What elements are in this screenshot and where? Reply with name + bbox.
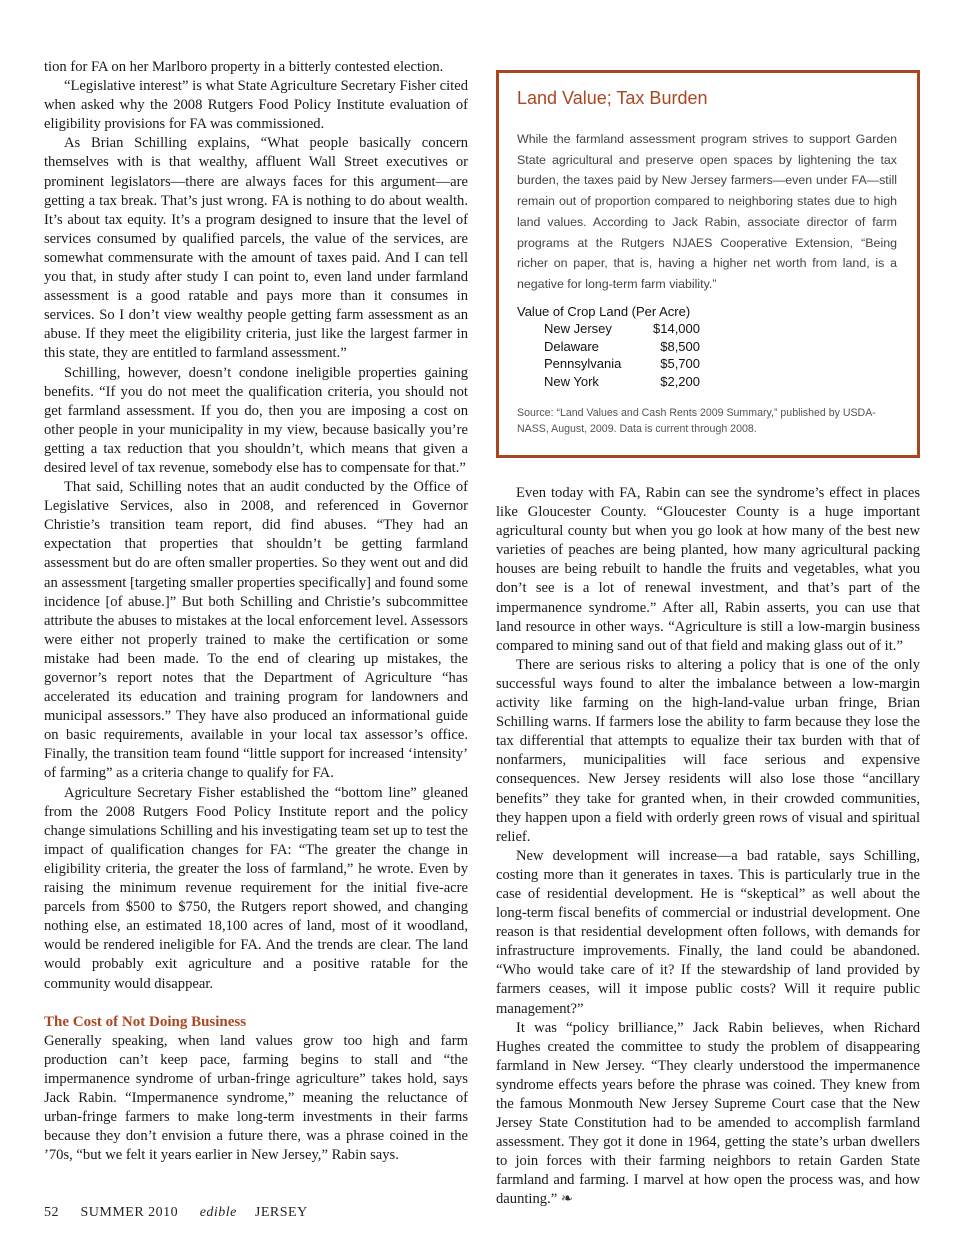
article-paragraph: There are serious risks to altering a policy that is one of the only successful ways found to alter the imbalance between a low-margin activity like farming on the high-land-value urban fringe, Brian Schilling warns. If farmers lose the ability to farm because they lose the tax differential that attempts to equalize their tax burden with that of nonfarmers, municipalities will face serious and expensive consequences. New Jersey residents will also lose those “ancillary benefits” they take for granted when, in their crowded communities, they happen upon a field with orderly green rows of visual and spiritual relief.	[496, 656, 920, 845]
crop-land-table-title: Value of Crop Land (Per Acre)	[517, 303, 691, 319]
publication-prefix: edible	[199, 1205, 237, 1220]
article-paragraph: Even today with FA, Rabin can see the syndrome’s effect in places like Gloucester County. “Gloucester County is a huge important agricultural county but when you go look at how many of the best new varieties of peaches are being planted, how many agricultural packing houses are being rebuilt to handle the fruits and vegetables, what you don’t see is a lot of renewal investment, and that’s part of the impermanence syndrome.” After all, Rabin asserts, you can use that land resource in other ways. “Agriculture is still a low-margin business compared to mining sand out of that field and making glass out of it.”	[496, 485, 920, 654]
state-name: New Jersey	[544, 321, 612, 337]
end-mark-icon: ❧	[560, 1191, 574, 1208]
table-row	[544, 338, 700, 356]
left-column	[44, 58, 468, 1165]
article-paragraph: As Brian Schilling explains, “What people basically concern themselves with is that wealthy, affluent Wall Street executives or prominent legislators—there are always faces for this argument—are getting a tax break. That’s just wrong. FA is nothing to do about wealth. It’s about tax equity. It’s a program designed to insure that the level of services consumed by qualified parcels, the value of the services, are somewhat commensurate with the amount of taxes paid. And I can tell you that, in study after study I can point to, even land under farmland assessment is a good ratable and pays more than it consumes in services. So I don’t view wealthy people getting farm assessment as an abuse. If they meet the eligibility criteria, just like the largest farmer in this state, they are entitled to farmland assessment.”	[44, 135, 468, 362]
final-paragraph-text: It was “policy brilliance,” Jack Rabin believes, when Richard Hughes created the committee to study the problem of disappearing farmland in New Jersey. “They clearly understood the impermanence syndrome effects years before the phrase was coined. They knew from the famous Monmouth New Jersey Supreme Court case that the New Jersey State Constitution had to be amended to accomplish farmland assessment. They got it done in 1964, getting the state’s urban dwellers to join forces with their farming neighbors to retain Garden State farmland and farming. I marvel at how open the process was, and how daunting.”	[496, 1019, 920, 1208]
page-footer	[44, 1205, 326, 1221]
land-value: $14,000	[653, 321, 700, 337]
article-paragraph: New development will increase—a bad ratable, says Schilling, costing more than it generates in taxes. This is particularly true in the case of residential development. He is “skeptical” as well about the long-term fiscal benefits of commercial or industrial development. One reason is that residential development often follows, with demands for infrastructure improvements. Finally, the land could be abandoned. “Who would take care of it? If the stewardship of land provided by farmers ceases, will it impose public costs? Will it require public management?”	[496, 847, 920, 1017]
article-paragraph: Schilling, however, doesn’t condone ineligible properties gaining benefits. “If you do not meet the qualification criteria, you should not get farmland assessment. If you do, then you are imposing a cost on other people in your municipality in my view, because basically you’re getting a tax reduction that you shouldn’t, which means that given a desired level of tax revenue, somebody else has to compensate for that.”	[44, 364, 468, 476]
publication-suffix: JERSEY	[254, 1205, 308, 1220]
table-row	[544, 373, 700, 391]
state-name: New York	[544, 373, 599, 389]
section-heading: The Cost of Not Doing Business	[44, 1013, 247, 1030]
land-value: $5,700	[660, 356, 700, 372]
article-paragraph: Agriculture Secretary Fisher established the “bottom line” gleaned from the 2008 Rutgers Food Policy Institute report and the policy change simulations Schilling and his investigating team set up to test the impact of qualification changes for FA: “The greater the change in eligibility criteria, the greater the loss of farmland,” he wrote. Even by raising the minimum revenue requirement for the initial five-acre parcels from $500 to $750, the Rutgers report showed, and changing nothing else, an estimated 18,100 acres of land, most of it woodland, would be rendered ineligible for FA. And the trends are clear. The land would probably exit agriculture and a positive ratable for the community would disappear.	[44, 784, 468, 992]
sidebar-source: Source: “Land Values and Cash Rents 2009 Summary,” published by USDA-NASS, August, 2009. Data is current through 2008.	[517, 407, 876, 435]
table-row	[544, 320, 700, 338]
right-column	[496, 484, 920, 1210]
sidebar-box	[496, 70, 920, 458]
crop-land-table	[544, 320, 700, 390]
sidebar-title: Land Value; Tax Burden	[517, 88, 708, 108]
state-name: Pennsylvania	[544, 356, 622, 372]
sidebar-intro: While the farmland assessment program strives to support Garden State agricultural and preserve open spaces by lightening the tax burden, the taxes paid by New Jersey farmers—even under FA—still remain out of proportion compared to neighboring states due to high land values. According to Jack Rabin, associate director of farm programs at the Rutgers NJAES Cooperative Extension, “Being richer on paper, that is, having a higher net worth from land, is a negative for long-term farm viability.”	[517, 132, 897, 291]
table-row	[544, 355, 700, 373]
state-name: Delaware	[544, 338, 599, 354]
article-paragraph: tion for FA on her Marlboro property in a bitterly contested election.	[44, 59, 444, 75]
issue-label: SUMMER 2010	[80, 1205, 179, 1220]
article-paragraph: Generally speaking, when land values grow too high and farm production can’t keep pace, farming begins to stall and “the impermanence syndrome of urban-fringe agriculture” takes hold, says Jack Rabin. “Impermanence syndrome,” meaning the reluctance of urban-fringe farmers to make long-term investments in their farms because they don’t envision a future there, was a phrase coined in the ’70s, “but we felt it years earlier in New Jersey,” Rabin says.	[44, 1032, 468, 1164]
article-paragraph	[496, 1019, 920, 1210]
page-number: 52	[44, 1205, 59, 1220]
land-value: $8,500	[660, 338, 700, 354]
land-value: $2,200	[660, 373, 700, 389]
publication-name	[200, 1205, 326, 1221]
article-paragraph: That said, Schilling notes that an audit conducted by the Office of Legislative Services, also in 2008, and referenced in Governor Christie’s transition team report, did find abuses. “They had an expectation that properties that shouldn’t be getting farmland assessment but do are often smaller properties. So they went out and did an assessment [targeting smaller properties specifically] and found some incidence [of abuse.]” But both Schilling and Christie’s subcommittee attribute the abuses to mistakes at the local enforcement level. Assessors were either not properly trained to make the certification or some mistake had been made. To the end of clearing up mistakes, the governor’s report notes that the Department of Agriculture “has accelerated its education and training program for landowners and municipal assessors.” They have also produced an informational guide on basic requirements, available in your local tax assessor’s office. Finally, the transition team found “little support for increased ‘intensity’ of farming” as a criteria change to qualify for FA.	[44, 479, 468, 782]
article-paragraph: “Legislative interest” is what State Agriculture Secretary Fisher cited when asked why the 2008 Rutgers Food Policy Institute evaluation of eligibility provisions for FA was commissioned.	[44, 78, 468, 133]
